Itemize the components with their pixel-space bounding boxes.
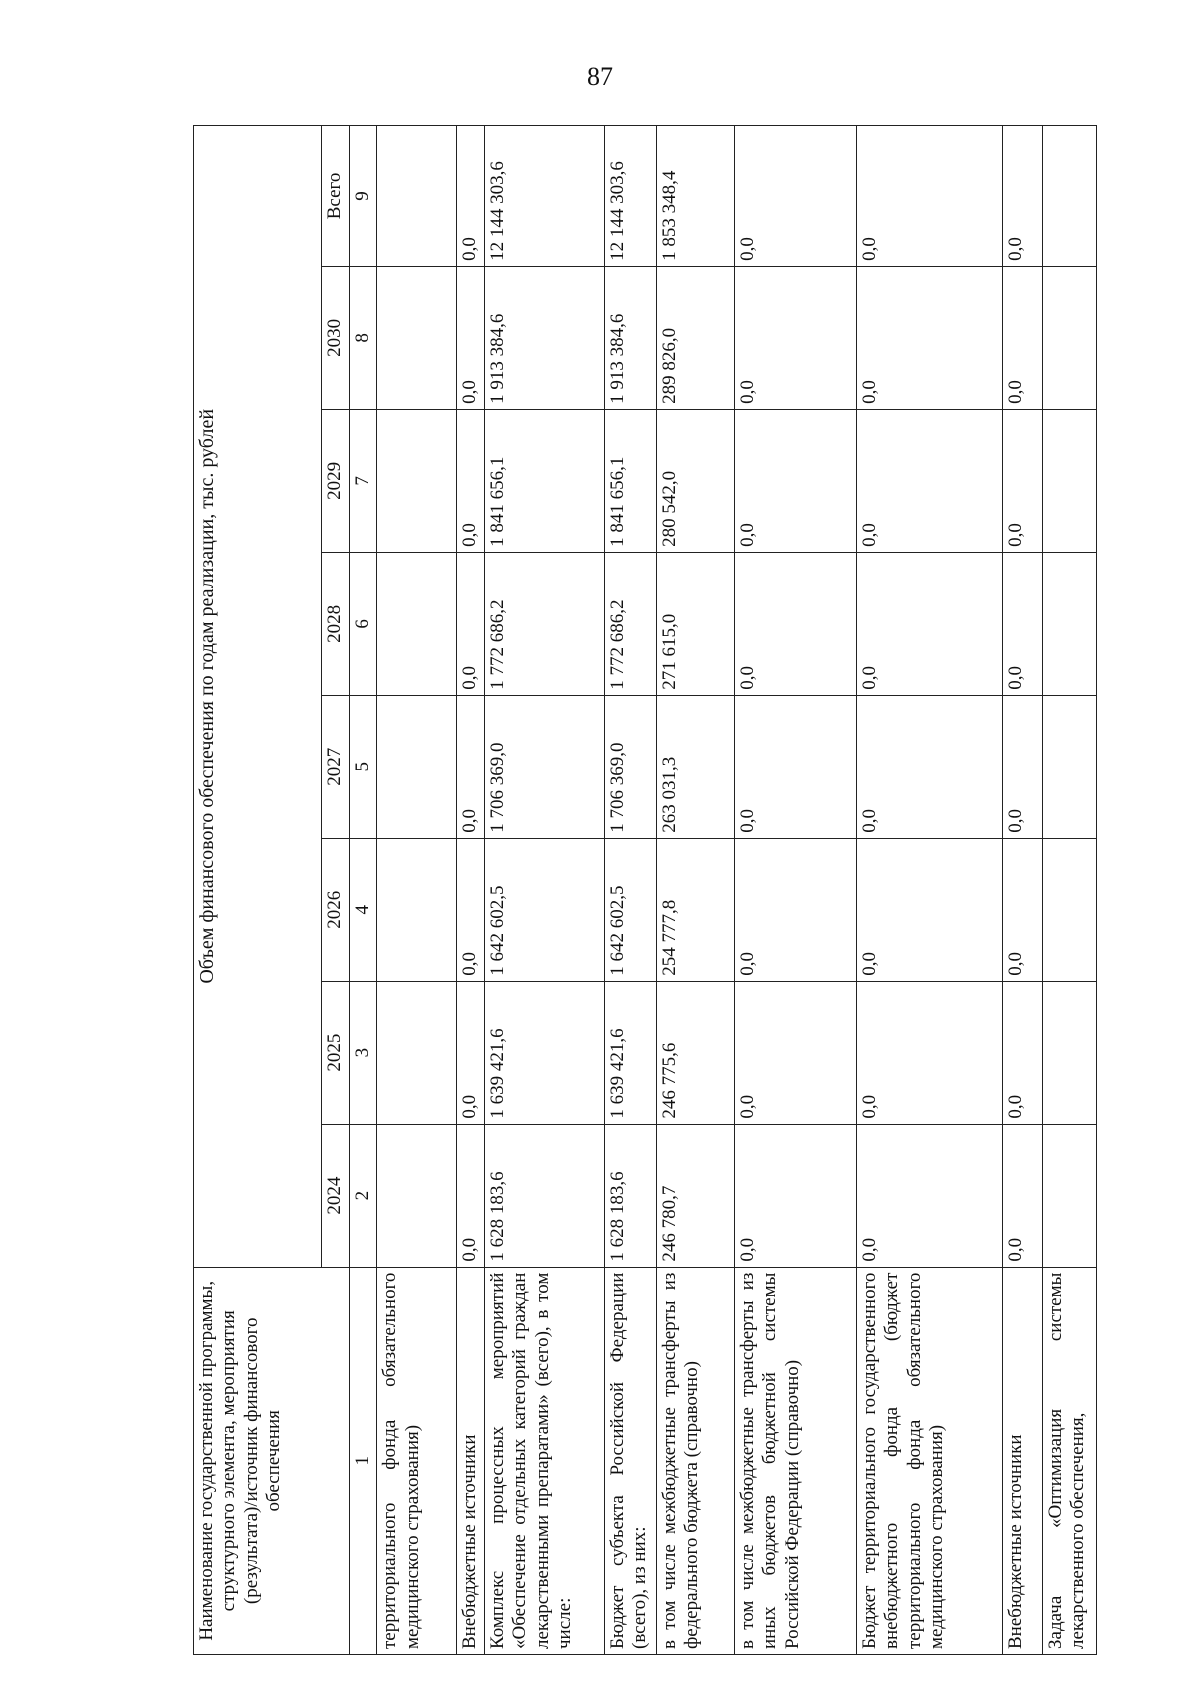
- row-value: 0,0: [1002, 695, 1042, 838]
- row-value: 1 628 183,6: [484, 1124, 604, 1267]
- row-value: 1 642 602,5: [604, 838, 656, 981]
- page-number: 87: [587, 62, 613, 91]
- row-value: 271 615,0: [656, 552, 734, 695]
- row-value: 0,0: [457, 126, 484, 267]
- financing-table: [193, 125, 1097, 1655]
- header-year: 2029: [322, 409, 350, 552]
- row-value: 1 913 384,6: [484, 266, 604, 409]
- table-row: [457, 126, 484, 1655]
- column-number: 4: [350, 838, 377, 981]
- header-year: 2028: [322, 552, 350, 695]
- row-value: 1 628 183,6: [604, 1124, 656, 1267]
- row-value: 1 772 686,2: [484, 552, 604, 695]
- table-row: [734, 126, 856, 1655]
- row-value: [1042, 552, 1096, 695]
- column-number: 7: [350, 409, 377, 552]
- row-value: 0,0: [457, 695, 484, 838]
- row-value: 0,0: [856, 1124, 1002, 1267]
- row-value: 0,0: [1002, 981, 1042, 1124]
- row-value: 263 031,3: [656, 695, 734, 838]
- row-value: [377, 126, 457, 267]
- row-value: [377, 695, 457, 838]
- row-value: 1 706 369,0: [604, 695, 656, 838]
- header-year: 2027: [322, 695, 350, 838]
- table-row: [377, 126, 457, 1655]
- table-row: [604, 126, 656, 1655]
- row-value: 246 780,7: [656, 1124, 734, 1267]
- table-row: [856, 126, 1002, 1655]
- row-name: Комплекс процессных мероприятий «Обеспечение отдельных категорий граждан лекарственными препаратами» (всего), в том числе:: [484, 1267, 604, 1654]
- row-value: 0,0: [734, 126, 856, 267]
- header-name-column: Наименование государственной программы, структурного элемента, мероприятия (результата)/источник финансового обеспечения: [194, 1267, 350, 1654]
- column-number: 8: [350, 266, 377, 409]
- row-value: 0,0: [734, 552, 856, 695]
- row-value: 0,0: [457, 266, 484, 409]
- table-row: [1042, 126, 1096, 1655]
- row-value: 246 775,6: [656, 981, 734, 1124]
- header-year: 2026: [322, 838, 350, 981]
- table-row: [656, 126, 734, 1655]
- row-value: 1 772 686,2: [604, 552, 656, 695]
- row-value: 1 913 384,6: [604, 266, 656, 409]
- column-number: 5: [350, 695, 377, 838]
- header-year: 2024: [322, 1124, 350, 1267]
- header-group-title: Объем финансового обеспечения по годам реализации, тыс. рублей: [194, 126, 322, 1268]
- row-name: Внебюджетные источники: [457, 1267, 484, 1654]
- row-value: [377, 838, 457, 981]
- row-value: [1042, 126, 1096, 267]
- row-value: [1042, 1124, 1096, 1267]
- row-value: 0,0: [457, 409, 484, 552]
- column-number: 2: [350, 1124, 377, 1267]
- row-value: [1042, 695, 1096, 838]
- row-value: 0,0: [1002, 126, 1042, 267]
- row-value: 0,0: [856, 552, 1002, 695]
- row-value: 12 144 303,6: [484, 126, 604, 267]
- row-value: 0,0: [1002, 266, 1042, 409]
- row-value: [377, 981, 457, 1124]
- row-value: 0,0: [1002, 838, 1042, 981]
- row-value: 0,0: [856, 695, 1002, 838]
- row-name: территориального фонда обязательного медицинского страхования): [377, 1267, 457, 1654]
- table-row: [1002, 126, 1042, 1655]
- row-name: Задача «Оптимизация системы лекарственного обеспечения,: [1042, 1267, 1096, 1654]
- row-value: 0,0: [457, 838, 484, 981]
- row-value: 280 542,0: [656, 409, 734, 552]
- row-value: 0,0: [457, 552, 484, 695]
- row-value: 0,0: [734, 1124, 856, 1267]
- row-value: 0,0: [1002, 409, 1042, 552]
- row-value: [1042, 266, 1096, 409]
- row-value: 289 826,0: [656, 266, 734, 409]
- row-value: 0,0: [856, 126, 1002, 267]
- row-value: 0,0: [734, 695, 856, 838]
- row-value: 0,0: [856, 266, 1002, 409]
- rotated-table-container: [193, 125, 1093, 1655]
- row-value: 0,0: [457, 981, 484, 1124]
- row-value: [377, 552, 457, 695]
- row-value: 1 841 656,1: [484, 409, 604, 552]
- row-value: [377, 266, 457, 409]
- row-value: [1042, 981, 1096, 1124]
- row-name: Бюджет субъекта Российской Федерации (всего), из них:: [604, 1267, 656, 1654]
- header-total: Всего: [322, 126, 350, 267]
- row-name: Внебюджетные источники: [1002, 1267, 1042, 1654]
- row-value: [377, 1124, 457, 1267]
- row-value: [1042, 409, 1096, 552]
- row-name: Бюджет территориального государственного внебюджетного фонда (бюджет территориального фонда обязательного медицинского страхования): [856, 1267, 1002, 1654]
- row-value: 0,0: [856, 981, 1002, 1124]
- row-value: 0,0: [856, 409, 1002, 552]
- row-value: 1 642 602,5: [484, 838, 604, 981]
- row-value: 0,0: [734, 981, 856, 1124]
- row-value: 0,0: [1002, 1124, 1042, 1267]
- row-value: 1 841 656,1: [604, 409, 656, 552]
- row-value: 254 777,8: [656, 838, 734, 981]
- table-row: [484, 126, 604, 1655]
- column-number: 1: [350, 1267, 377, 1654]
- header-year: 2030: [322, 266, 350, 409]
- column-number: 9: [350, 126, 377, 267]
- row-value: 0,0: [457, 1124, 484, 1267]
- row-value: 0,0: [734, 838, 856, 981]
- column-number: 6: [350, 552, 377, 695]
- header-year: 2025: [322, 981, 350, 1124]
- row-value: 1 706 369,0: [484, 695, 604, 838]
- row-value: 1 639 421,6: [484, 981, 604, 1124]
- row-name: в том числе межбюджетные трансферты из иных бюджетов бюджетной системы Российской Федерации (справочно): [734, 1267, 856, 1654]
- row-value: 0,0: [734, 266, 856, 409]
- row-name: в том числе межбюджетные трансферты из федерального бюджета (справочно): [656, 1267, 734, 1654]
- column-number: 3: [350, 981, 377, 1124]
- row-value: 0,0: [856, 838, 1002, 981]
- row-value: 0,0: [734, 409, 856, 552]
- row-value: [1042, 838, 1096, 981]
- row-value: 1 853 348,4: [656, 126, 734, 267]
- row-value: 1 639 421,6: [604, 981, 656, 1124]
- row-value: 0,0: [1002, 552, 1042, 695]
- row-value: 12 144 303,6: [604, 126, 656, 267]
- row-value: [377, 409, 457, 552]
